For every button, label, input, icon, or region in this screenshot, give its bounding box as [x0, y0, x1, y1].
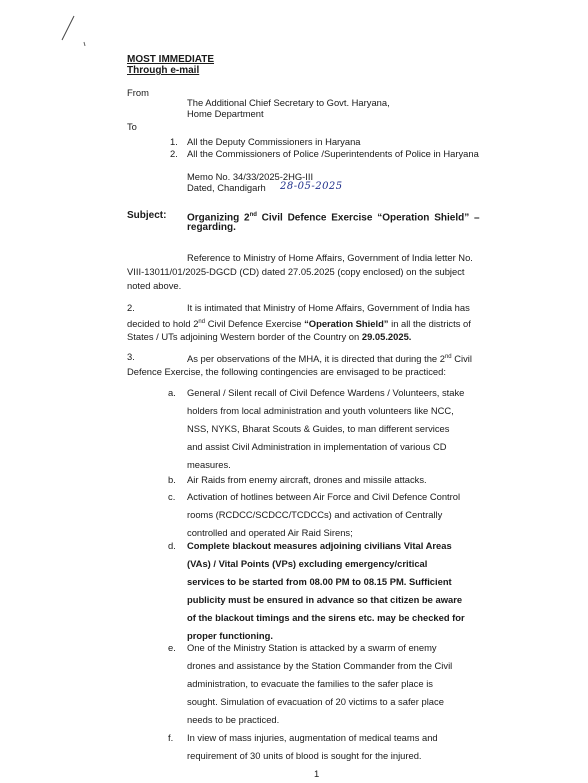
- priority-label: MOST IMMEDIATE: [127, 54, 215, 65]
- list-item-line: (VAs) / Vital Points (VPs) excluding emergency/critical: [187, 558, 428, 569]
- from-line-1: The Additional Chief Secretary to Govt. Haryana,: [187, 97, 390, 108]
- page-number: 1: [314, 768, 320, 779]
- to-item-text: All the Commissioners of Police /Superintendents of Police in Haryana: [187, 148, 479, 159]
- to-label: To: [127, 121, 137, 132]
- para-2-line-1: It is intimated that Ministry of Home Affairs, Government of India has: [187, 302, 470, 313]
- list-item-letter: f.: [168, 732, 174, 743]
- from-line-2: Home Department: [187, 108, 264, 119]
- list-item-letter: e.: [168, 642, 176, 653]
- list-item-line: services to be started from 08.00 PM to 08.15 PM. Sufficient: [187, 576, 452, 587]
- reference-line-2: VIII-13011/01/2025-DGCD (CD) dated 27.05.2025 (copy enclosed) on the subject: [127, 266, 465, 277]
- to-item-num: 2.: [170, 148, 178, 159]
- para-3-line-1: As per observations of the MHA, it is directed that during the 2nd Civil: [187, 353, 472, 365]
- reference-line-1: Reference to Ministry of Home Affairs, Government of India letter No.: [187, 252, 473, 263]
- pen-mark: [60, 12, 90, 46]
- para-2-number: 2.: [127, 302, 135, 313]
- delivery-mode: Through e-mail: [127, 65, 200, 76]
- list-item-line: One of the Ministry Station is attacked by a swarm of enemy: [187, 642, 437, 653]
- subject-line-2: regarding.: [187, 222, 236, 233]
- memo-number: Memo No. 34/33/2025-2HG-III: [187, 171, 314, 182]
- list-item-line: Air Raids from enemy aircraft, drones and missile attacks.: [187, 474, 427, 485]
- subject-label: Subject:: [127, 210, 167, 221]
- list-item-line: needs to be practiced.: [187, 714, 280, 725]
- list-item-letter: c.: [168, 491, 176, 502]
- list-item-line: administration, to evacuate the families to the safer place is: [187, 678, 433, 689]
- from-label: From: [127, 87, 149, 98]
- list-item-line: and assist Civil Administration in implementation of various CD: [187, 441, 447, 452]
- list-item-line: publicity must be ensured in advance so that citizen be aware: [187, 594, 463, 605]
- para-2-line-2: decided to hold 2nd Civil Defence Exercise “Operation Shield” in all the districts of: [127, 318, 471, 330]
- to-item-num: 1.: [170, 136, 178, 147]
- subject-line-1: Organizing 2nd Civil Defence Exercise “Operation Shield” –: [187, 212, 480, 224]
- list-item-line: In view of mass injuries, augmentation of medical teams and: [187, 732, 438, 743]
- list-item-line: proper functioning.: [187, 630, 273, 641]
- para-3-line-2: Defence Exercise, the following contingencies are envisaged to be practiced:: [127, 366, 446, 377]
- para-3-number: 3.: [127, 351, 135, 362]
- reference-line-3: noted above.: [127, 280, 182, 291]
- list-item-letter: d.: [168, 540, 176, 551]
- list-item-line: controlled and operated Air Raid Sirens;: [187, 527, 353, 538]
- list-item-line: requirement of 30 units of blood is sought for the injured.: [187, 750, 422, 761]
- list-item-line: sought. Simulation of evacuation of 20 victims to a safer place: [187, 696, 444, 707]
- handwritten-date: 28-05-2025: [280, 181, 343, 192]
- list-item-line: drones and assistance by the Station Commander from the Civil: [187, 660, 453, 671]
- list-item-letter: a.: [168, 387, 176, 398]
- list-item-line: measures.: [187, 459, 231, 470]
- para-2-line-3: States / UTs adjoining Western border of the Country on 29.05.2025.: [127, 331, 412, 342]
- list-item-line: rooms (RCDCC/SCDCC/TCDCCs) and activation of Centrally: [187, 509, 443, 520]
- list-item-line: of the blackout timings and the sirens etc. may be checked for: [187, 612, 465, 623]
- to-item-text: All the Deputy Commissioners in Haryana: [187, 136, 361, 147]
- list-item-line: General / Silent recall of Civil Defence Wardens / Volunteers, stake: [187, 387, 465, 398]
- list-item-line: holders from local administration and youth volunteers like NCC,: [187, 405, 454, 416]
- list-item-line: NSS, NYKS, Bharat Scouts & Guides, to man different services: [187, 423, 450, 434]
- memo-dated-label: Dated, Chandigarh: [187, 182, 266, 193]
- list-item-line: Complete blackout measures adjoining civilians Vital Areas: [187, 540, 452, 551]
- list-item-letter: b.: [168, 474, 176, 485]
- list-item-line: Activation of hotlines between Air Force and Civil Defence Control: [187, 491, 461, 502]
